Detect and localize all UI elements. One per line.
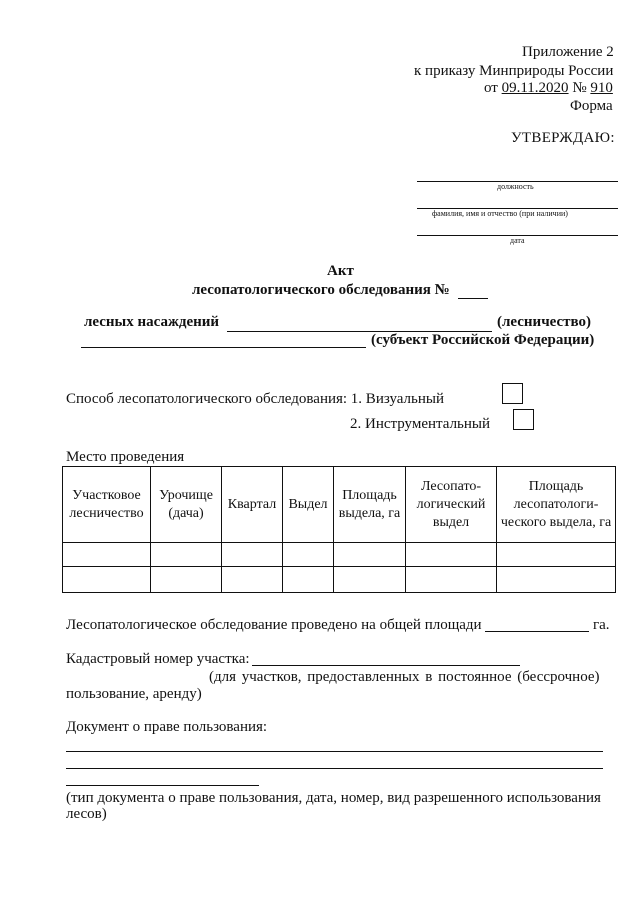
document-line-1[interactable] [66,751,603,752]
column-header: Выдел [283,467,334,543]
order-date: 09.11.2020 [501,80,569,96]
act-title: Акт [327,263,354,279]
table-cell[interactable] [222,567,283,593]
table-header-row [63,467,616,543]
document-note-1: (тип документа о праве пользования, дата, номер, вид разрешенного использования [66,790,601,806]
position-caption: должность [497,182,534,191]
table-cell[interactable] [334,543,406,567]
document-line-2[interactable] [66,768,603,769]
table-cell[interactable] [406,567,497,593]
area-unit: га. [593,617,610,633]
document-label: Документ о праве пользования: [66,719,268,735]
method-label: Способ лесопатологического обследования: 1. Визуальный [66,391,445,407]
forestry-label: (лесничество) [497,314,592,330]
area-label: Лесопатологическое обследование проведено на общей площади [66,617,482,633]
table-cell[interactable] [63,567,151,593]
table-cell[interactable] [283,543,334,567]
table-row [63,567,616,593]
document-note-2: лесов) [66,806,107,822]
column-header: Площадь лесопатологи-ческого выдела, га [497,467,616,543]
act-subtitle: лесопатологического обследования № [192,282,450,298]
table-cell[interactable] [497,543,616,567]
table-cell[interactable] [334,567,406,593]
name-caption: фамилия, имя и отчество (при наличии) [432,209,568,218]
subject-line [81,347,366,348]
instrumental-checkbox[interactable] [513,409,534,430]
column-header: Участковое лесничество [63,467,151,543]
cadastral-line[interactable] [252,665,520,666]
order-number: 910 [590,80,613,96]
table-cell[interactable] [63,543,151,567]
table-cell[interactable] [283,567,334,593]
date-prefix: от [484,80,502,96]
table-cell[interactable] [151,567,222,593]
table-cell[interactable] [406,543,497,567]
table-cell[interactable] [222,543,283,567]
table-row [63,543,616,567]
column-header: Квартал [222,467,283,543]
place-label: Место проведения [66,449,185,465]
column-header: Лесопато-логический выдел [406,467,497,543]
column-header: Урочище (дача) [151,467,222,543]
place-table [62,466,616,593]
visual-checkbox[interactable] [502,383,523,404]
cadastral-note-1: (для участков, предоставленных в постоянное (бессрочное) [209,669,600,685]
order-date-line [484,80,613,97]
method-option-2: 2. Инструментальный [350,416,491,432]
date-caption: дата [510,236,525,245]
document-line-3[interactable] [66,785,259,786]
forest-label: лесных насаждений [84,314,220,330]
table-cell[interactable] [497,567,616,593]
subject-label: (субъект Российской Федерации) [371,332,595,348]
table-cell[interactable] [151,543,222,567]
order-line: к приказу Минприроды России [414,63,614,79]
appendix-label: Приложение 2 [522,44,614,60]
number-sign: № [568,80,591,96]
cadastral-label: Кадастровый номер участка: [66,651,250,667]
approval-title: УТВЕРЖДАЮ: [511,130,615,146]
column-header: Площадь выдела, га [334,467,406,543]
area-line[interactable] [485,631,589,632]
form-label: Форма [570,98,613,114]
cadastral-note-2: пользование, аренду) [66,686,202,702]
act-number-line [458,298,488,299]
